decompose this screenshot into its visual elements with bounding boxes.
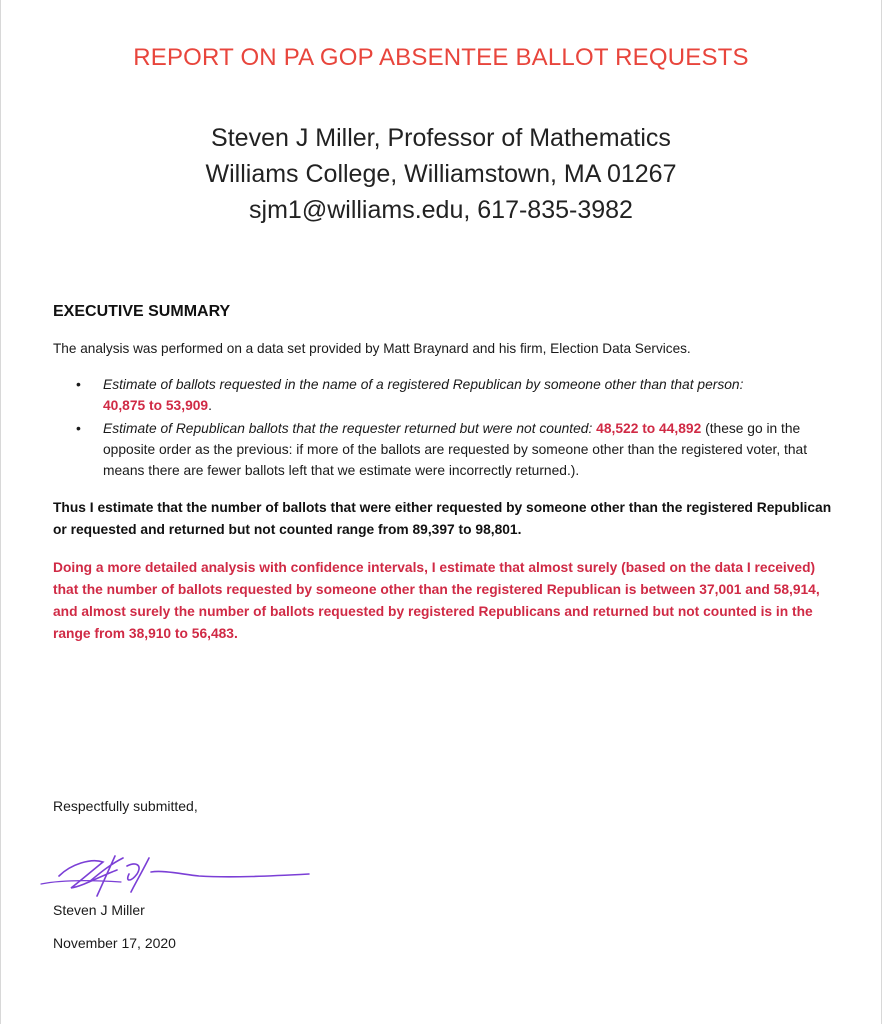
author-contact-line: sjm1@williams.edu, 617-835-3982 <box>249 196 633 224</box>
list-item <box>71 418 835 481</box>
intro-paragraph: The analysis was performed on a data set provided by Matt Braynard and his firm, Election Data Services. <box>53 341 691 356</box>
author-affiliation-line: Williams College, Williamstown, MA 01267 <box>205 160 677 188</box>
list-item <box>71 374 835 416</box>
bullet-text: Estimate of ballots requested in the name of a registered Republican by someone other than that person: <box>103 377 744 392</box>
bullet-text: Estimate of Republican ballots that the requester returned but were not counted: <box>103 421 593 436</box>
confidence-paragraph: Doing a more detailed analysis with confidence intervals, I estimate that almost surely (based on the data I received) that the number of ballots requested by someone other than the registered Republican is between 37,001 and 58,914, and almost surely the number of ballots requested by registered Republicans and returned but not counted is in the range from 38,910 to 56,483. <box>53 560 820 641</box>
bullet-suffix: . <box>208 398 212 413</box>
bullet-highlight: 48,522 to 44,892 <box>596 421 702 436</box>
summary-paragraph: Thus I estimate that the number of ballots that were either requested by someone other than the registered Republican or requested and returned but not counted range from 89,397 to 98,801. <box>53 500 832 537</box>
report-title: REPORT ON PA GOP ABSENTEE BALLOT REQUESTS <box>133 44 749 71</box>
bullet-icon: • <box>76 376 81 392</box>
bullet-icon: • <box>76 420 81 436</box>
bullet-suffix: (these go in the opposite order as the previous: if more of the ballots are requested by someone other than the registered voter, that means there are fewer ballots left that we estimate were incorrectly returned.). <box>103 421 808 478</box>
closing-line: Respectfully submitted, <box>53 798 198 814</box>
estimate-list <box>71 374 835 483</box>
signature-date: November 17, 2020 <box>53 935 176 951</box>
section-heading: EXECUTIVE SUMMARY <box>53 303 231 320</box>
author-block <box>1 120 881 228</box>
bullet-highlight: 40,875 to 53,909 <box>103 398 209 413</box>
handwritten-signature <box>31 836 311 906</box>
signatory-name: Steven J Miller <box>53 902 145 918</box>
author-name-line: Steven J Miller, Professor of Mathematics <box>211 124 671 152</box>
